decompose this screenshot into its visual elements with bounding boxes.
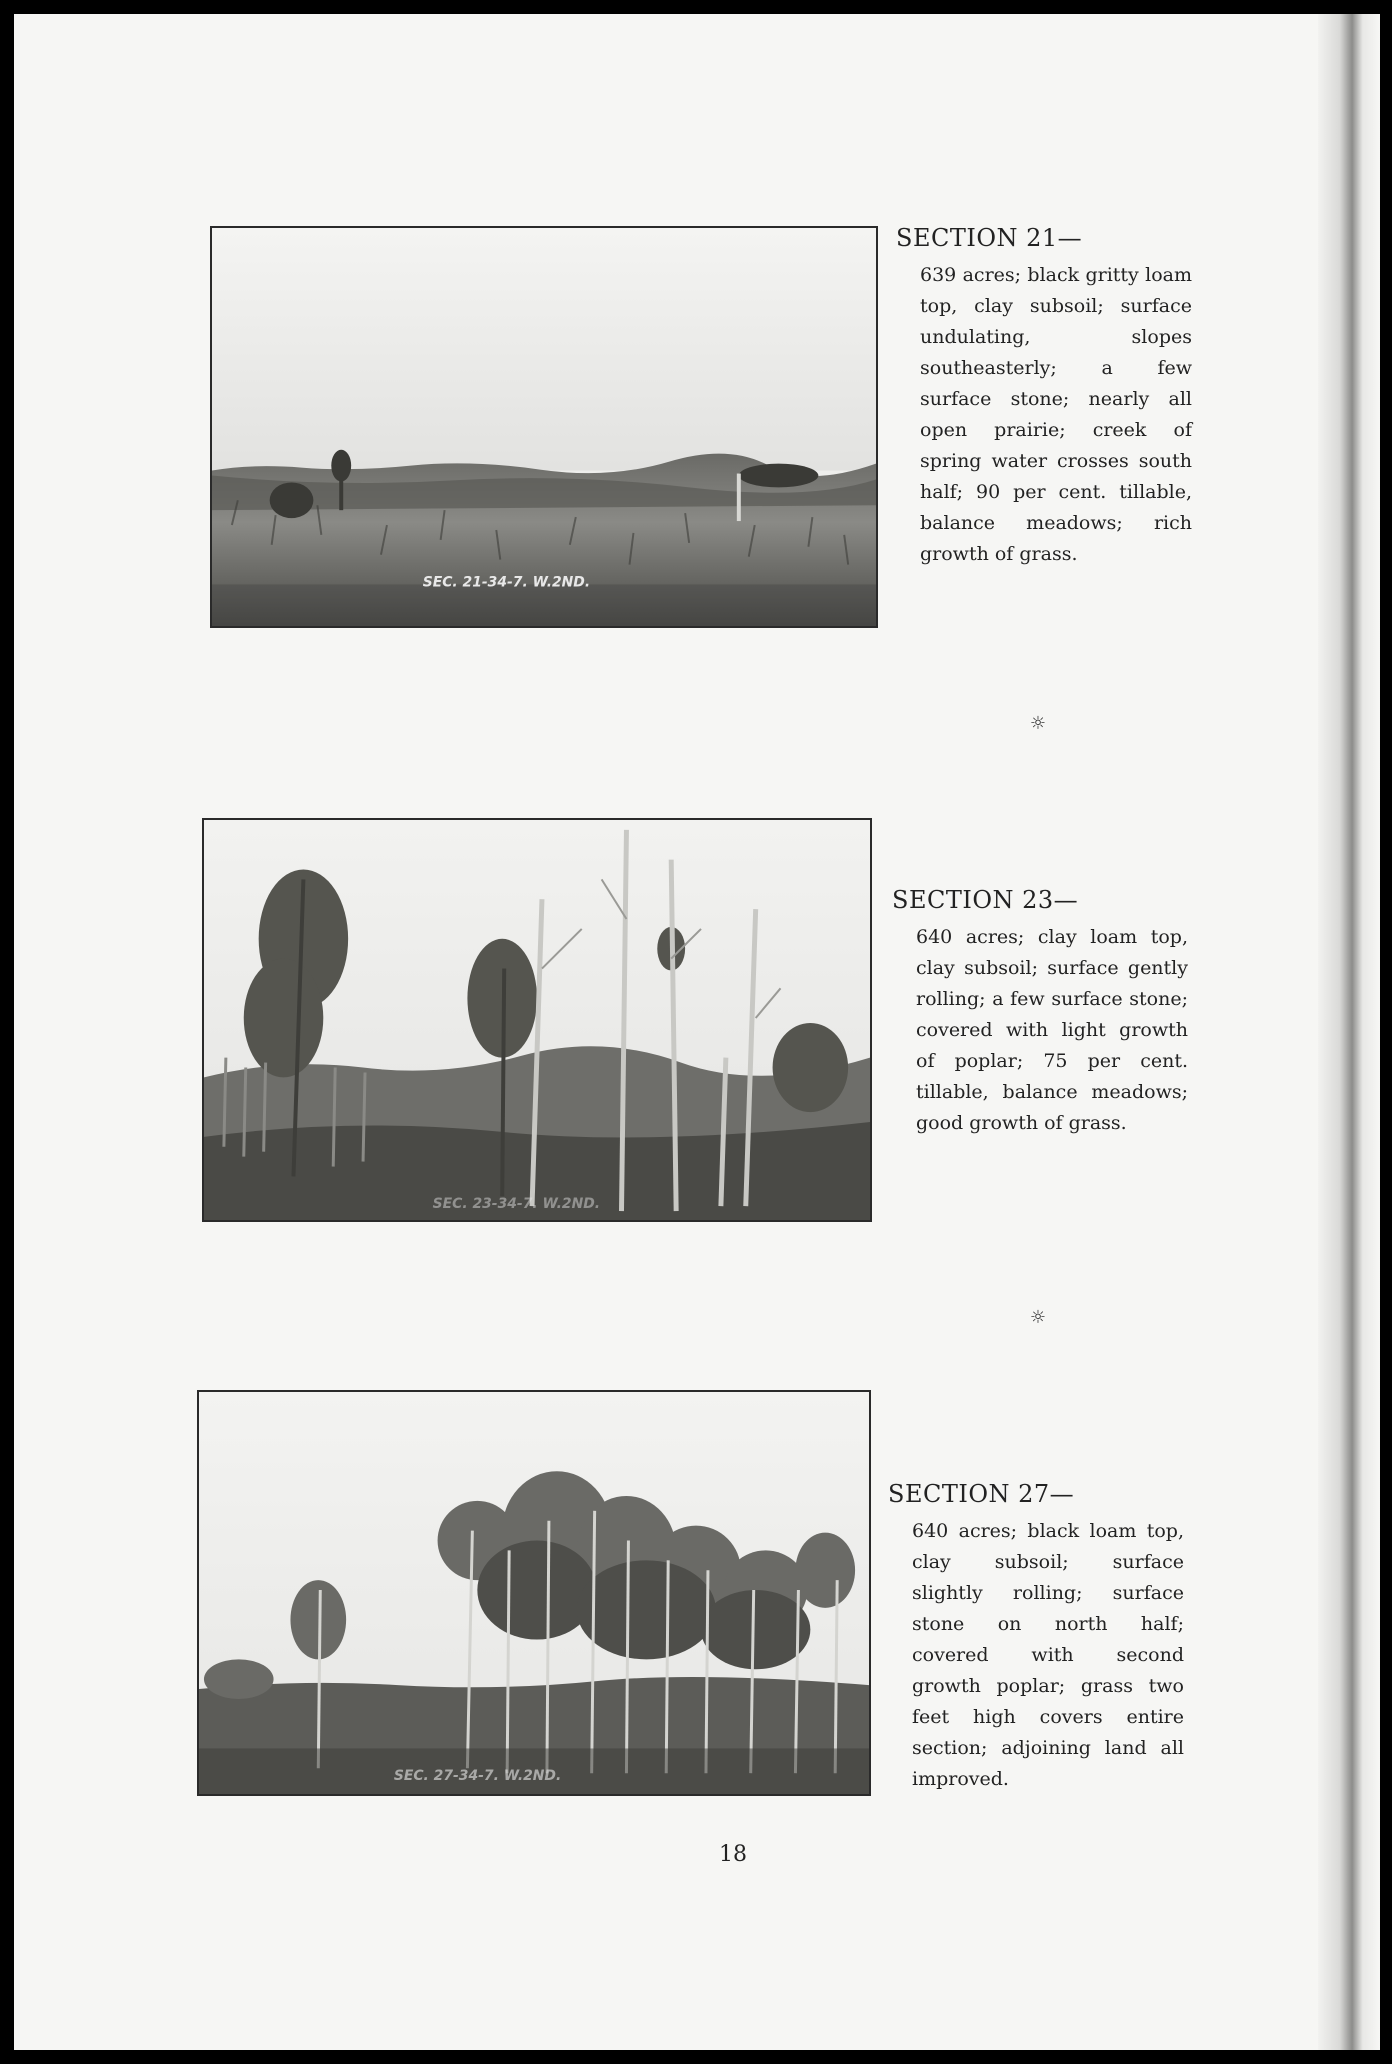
prairie-photo-illustration [212,228,876,626]
section-27-description: 640 acres; black loam top, clay subsoil; surface slightly rolling; surface stone on north half; covered with second growth poplar; grass two feet high covers entire section; adjoining land all improved. [912,1520,1184,1790]
page-number: 18 [719,1842,747,1867]
photo-caption-section-21: SEC. 21-34-7. W.2ND. [422,574,591,591]
section-23-heading: SECTION 23— [892,886,1079,914]
section-23 [892,886,1188,1139]
book-page [14,14,1380,2050]
photo-section-27 [197,1390,871,1796]
page-fold-shadow [1318,14,1380,2050]
photo-section-23 [202,818,872,1222]
section-23-description: 640 acres; clay loam top, clay subsoil; surface gently rolling; a few surface stone; covered with light growth of poplar; 75 per cent. tillable, balance meadows; good growth of grass. [916,926,1188,1134]
photo-caption-section-27: SEC. 27-34-7. W.2ND. [393,1768,562,1785]
photo-section-21 [210,226,878,628]
section-21-description: 639 acres; black gritty loam top, clay subsoil; surface undulating, slopes southeasterly; a few surface stone; nearly all open prairie; creek of spring water crosses south half; 90 per cent. tillable, balance meadows; rich growth of grass. [920,264,1192,565]
poplar-photo-illustration [204,820,870,1220]
ornament-divider: ☼ [1029,713,1047,734]
section-21 [896,224,1192,570]
section-21-heading: SECTION 21— [896,224,1083,252]
ornament-divider: ☼ [1029,1307,1047,1328]
photo-caption-section-23: SEC. 23-34-7. W.2ND. [432,1196,601,1213]
section-27-heading: SECTION 27— [888,1480,1075,1508]
second-growth-photo-illustration [199,1392,869,1794]
section-27 [888,1480,1184,1795]
